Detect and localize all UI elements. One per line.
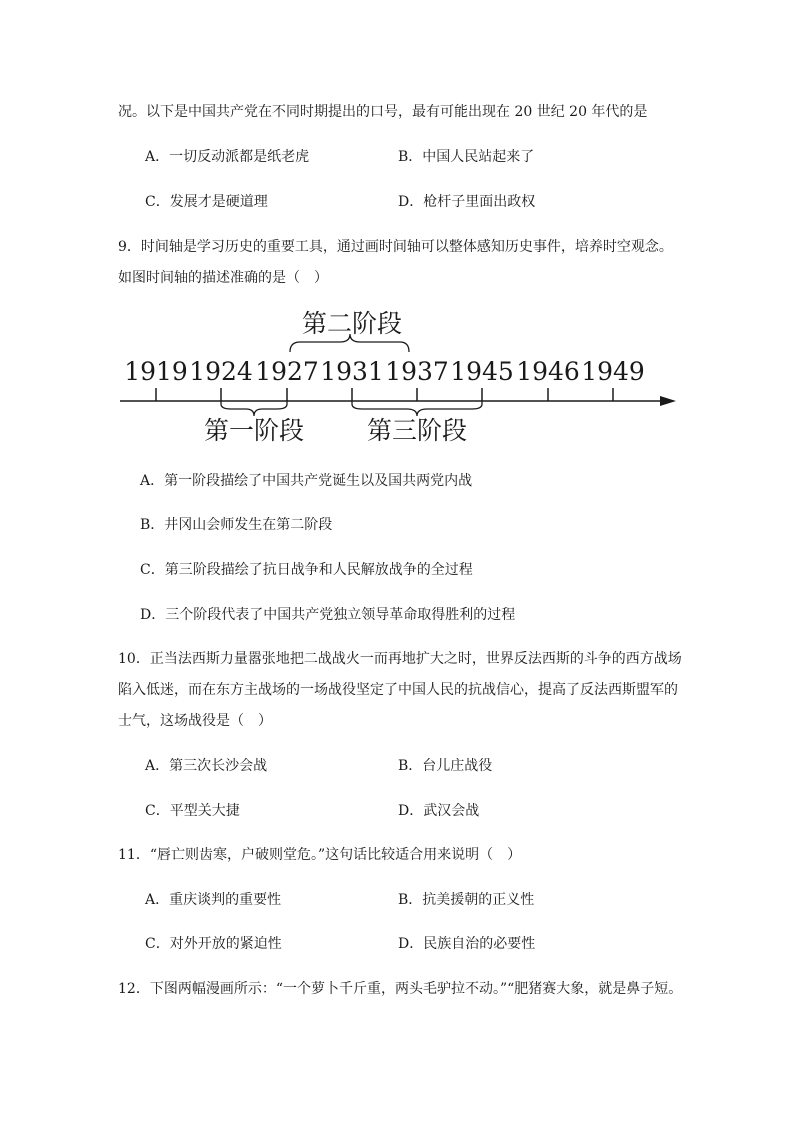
timeline-stage3-brace [352, 401, 482, 416]
timeline-year-1937: 1937 [385, 357, 449, 386]
q11-option-d: D．民族自治的必要性 [398, 936, 536, 952]
timeline-year-1927: 1927 [255, 357, 319, 386]
q8-option-d: D．枪杆子里面出政权 [398, 194, 536, 210]
timeline-stage1-label: 第一阶段 [203, 416, 305, 445]
q11-option-c: C．对外开放的紧迫性 [145, 936, 282, 952]
timeline-year-1919: 1919 [124, 357, 188, 386]
timeline-stage2-label: 第二阶段 [301, 309, 403, 338]
timeline-ticks [156, 388, 613, 401]
q8-stem-tail: 况。以下是中国共产党在不同时期提出的口号，最有可能出现在 20 世纪 20 年代的是 [118, 104, 648, 120]
q10-stem-line1: 10．正当法西斯力量嚣张地把二战战火一而再地扩大之时，世界反法西斯的斗争的西方战场 [118, 651, 682, 667]
q9-stem-line2: 如图时间轴的描述准确的是（ ） [118, 270, 328, 286]
q11-stem: 11．“唇亡则齿寒，户破则堂危。”这句话比较适合用来说明（ ） [118, 847, 522, 863]
q12-stem: 12．下图两幅漫画所示：“一个萝卜千斤重，两头毛驴拉不动。”“肥猪赛大象，就是鼻子短。 [118, 981, 683, 997]
timeline-year-1931: 1931 [320, 357, 384, 386]
q9-option-c: C．第三阶段描绘了抗日战争和人民解放战争的全过程 [140, 562, 473, 578]
q10-option-d: D．武汉会战 [398, 803, 480, 819]
q9-option-b: B．井冈山会师发生在第二阶段 [140, 517, 333, 533]
timeline-stage1-brace [221, 401, 287, 416]
q11-option-b: B．抗美援朝的正义性 [398, 892, 535, 908]
q8-option-a: A．一切反动派都是纸老虎 [145, 149, 310, 165]
timeline-figure [0, 300, 794, 460]
q10-option-a: A．第三次长沙会战 [145, 758, 268, 774]
q10-stem-line3: 士气，这场战役是（ ） [118, 713, 272, 729]
q9-option-a: A．第一阶段描绘了中国共产党诞生以及国共两党内战 [140, 473, 473, 489]
q8-option-b: B．中国人民站起来了 [398, 149, 535, 165]
timeline-year-1924: 1924 [189, 357, 253, 386]
timeline-year-1949: 1949 [581, 357, 645, 386]
q10-stem-line2: 陷入低迷，而在东方主战场的一场战役坚定了中国人民的抗战信心，提高了反法西斯盟军的 [118, 682, 678, 698]
timeline-year-1946: 1946 [516, 357, 580, 386]
q9-option-d: D．三个阶段代表了中国共产党独立领导革命取得胜利的过程 [140, 607, 516, 623]
timeline-stage3-label: 第三阶段 [366, 416, 468, 445]
timeline-year-1945: 1945 [450, 357, 514, 386]
q8-option-c: C．发展才是硬道理 [145, 194, 268, 210]
q10-option-c: C．平型关大捷 [145, 803, 240, 819]
timeline-arrow-icon [660, 396, 676, 406]
q9-stem-line1: 9．时间轴是学习历史的重要工具，通过画时间轴可以整体感知历史事件，培养时空观念。 [118, 239, 673, 255]
q10-option-b: B．台儿庄战役 [398, 758, 493, 774]
q11-option-a: A．重庆谈判的重要性 [145, 892, 282, 908]
